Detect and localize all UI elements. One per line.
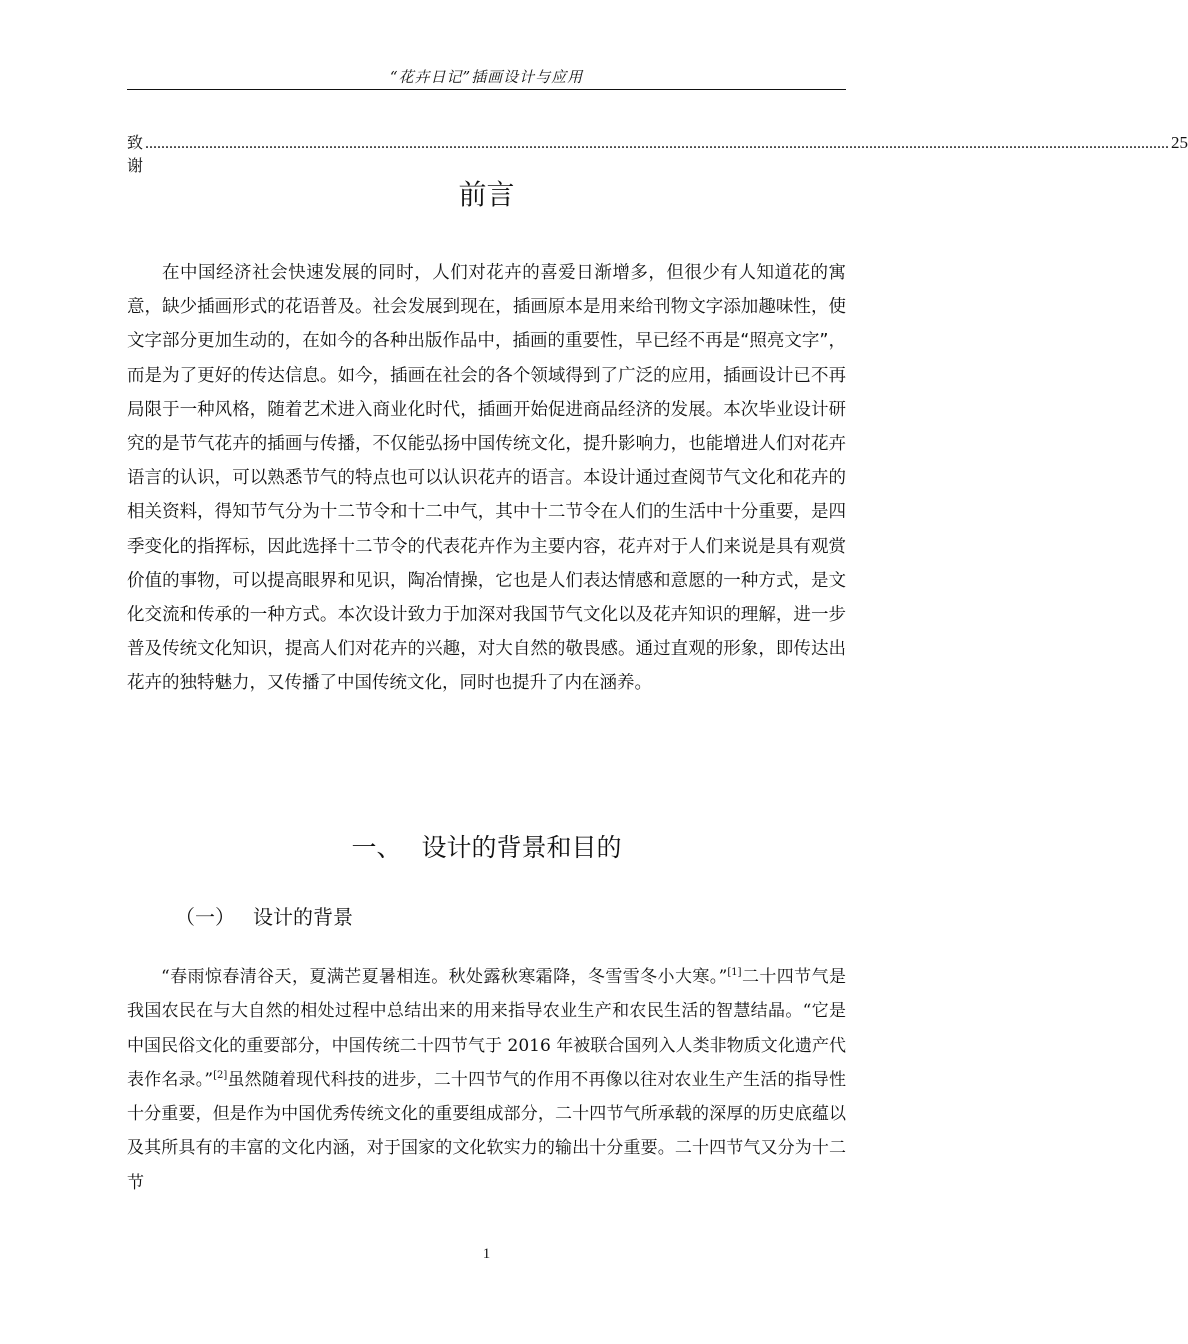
poem-quote: “春雨惊春清谷天，夏满芒夏暑相连。秋处露秋寒霜降，冬雪雪冬小大寒。” xyxy=(161,967,728,987)
background-paragraph xyxy=(127,960,846,1200)
toc-label: 致谢 xyxy=(127,133,144,175)
background-text-2: 虽然随着现代科技的进步，二十四节气的作用不再像以往对农业生产生活的指导性十分重要，但是作为中国优秀传统文化的重要组成部分，二十四节气所承载的深厚的历史底蕴以及其所具有的丰富的文化内涵，对于国家的文化软实力的输出十分重要。二十四节气又分为十二节 xyxy=(127,1069,846,1193)
toc-leader-dots: ................................................................................................................................................................................................................................................................ xyxy=(145,135,1170,152)
page-number: 1 xyxy=(482,1246,491,1262)
citation-2[interactable]: [2] xyxy=(213,1069,228,1081)
section-heading xyxy=(127,828,846,868)
section-number: 一、 xyxy=(351,833,402,862)
citation-1[interactable]: [1] xyxy=(727,967,742,978)
toc-page-number: 25 xyxy=(1171,133,1188,152)
subsection-number: （一） xyxy=(175,905,235,929)
background-text-1: 二十四节气是我国农民在与大自然的相处过程中总结出来的用来指导农业生产和农民生活的智慧结晶。“它是中国民俗文化的重要部分，中国传统二十四节气于 2016 年被联合国列入人类非物质文化遗产代表作名录。” xyxy=(127,967,846,1090)
subsection-heading xyxy=(175,899,353,935)
preface-paragraph: 在中国经济社会快速发展的同时，人们对花卉的喜爱日渐增多，但很少有人知道花的寓意，缺少插画形式的花语普及。社会发展到现在，插画原本是用来给刊物文字添加趣味性，使文字部分更加生动的，在如今的各种出版作品中，插画的重要性，早已经不再是“照亮文字”，而是为了更好的传达信息。如今，插画在社会的各个领域得到了广泛的应用，插画设计已不再局限于一种风格，随着艺术进入商业化时代，插画开始促进商品经济的发展。本次毕业设计研究的是节气花卉的插画与传播，不仅能弘扬中国传统文化，提升影响力，也能增进人们对花卉语言的认识，可以熟悉节气的特点也可以认识花卉的语言。本设计通过查阅节气文化和花卉的相关资料，得知节气分为十二节令和十二中气，其中十二节令在人们的生活中十分重要，是四季变化的指挥标，因此选择十二节令的代表花卉作为主要内容，花卉对于人们来说是具有观赏价值的事物，可以提高眼界和见识，陶冶情操，它也是人们表达情感和意愿的一种方式，是文化交流和传承的一种方式。本次设计致力于加深对我国节气文化以及花卉知识的理解，进一步普及传统文化知识，提高人们对花卉的兴趣，对大自然的敬畏感。通过直观的形象，即传达出花卉的独特魅力，又传播了中国传统文化，同时也提升了内在涵养。 xyxy=(127,263,846,694)
header-rule xyxy=(127,89,846,90)
section-title: 设计的背景和目的 xyxy=(421,833,622,862)
running-header: “花卉日记”插画设计与应用 xyxy=(389,68,584,86)
preface-title: 前言 xyxy=(458,178,515,211)
subsection-title: 设计的背景 xyxy=(253,905,353,929)
toc-entry-acknowledgements[interactable] xyxy=(127,130,1188,175)
